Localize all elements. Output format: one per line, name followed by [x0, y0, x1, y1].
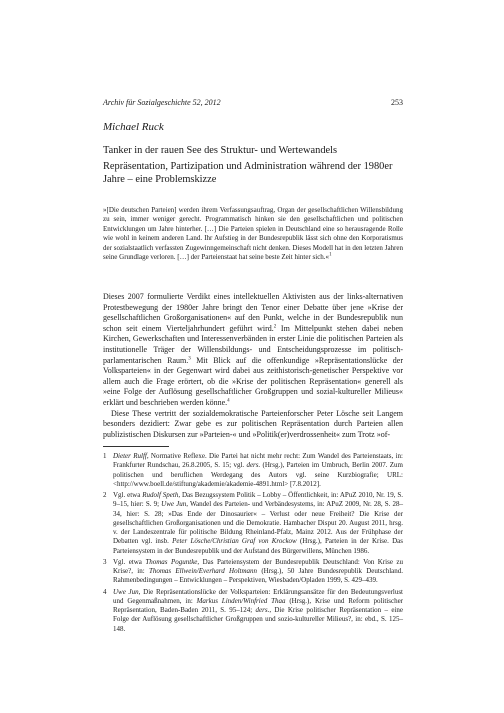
footnote-author: Markus Linden/Winfried Thaa	[196, 596, 286, 605]
footnote-text: , Die Repräsentationslücke der Volksparteien: Erklärungsansätze für den Bedeutungsverlust und Gegenmaßnahmen, in:	[113, 587, 403, 605]
body-paragraph: Diese These vertritt der sozialdemokratische Parteienforscher Peter Lösche seit Langem besonders dezidiert: Zwar gebe es zur politischen Repräsentation durch Parteien allen publizistischen Diskursen zur »Parteien-« und »Politik(er)verdrossenheit« zum Trotz »of-	[103, 408, 403, 439]
footnote-number: 1	[103, 452, 107, 460]
page-number: 253	[391, 98, 403, 107]
running-header	[103, 97, 403, 109]
footnote-ref[interactable]: 4	[227, 398, 230, 404]
footnote-author: Peter Lösche/Christian Graf von Krockow	[172, 537, 297, 546]
epigraph	[103, 206, 403, 262]
footnote-author: Uwe Jun	[161, 500, 187, 509]
article-subtitle: Repräsentation, Partizipation und Administration während der 1980er Jahre – eine Problemskizze	[103, 161, 393, 185]
footnote-author: Thomas Ellwein/Everhard Holtmann	[148, 567, 258, 576]
body-text: Dieses 2007 formulierte Verdikt eines intellektuellen Aktivisten aus der links-alternativen Protestbewegung der 1980er Jahre bringt den Tenor einer Debatte über jene »Krise der gesellschaftlichen Großorganisationen« auf den Punkt, welche in der Bundesrepublik nun schon seit einem Vierteljahrhundert geführt wird.	[103, 292, 403, 333]
footnote-author: ders.	[255, 606, 270, 615]
footnote-1	[103, 452, 403, 489]
body-paragraph	[103, 292, 403, 409]
footnote-text: (Hrsg.), Parteien in der Krise. Das Parteiensystem in der Bundesrepublik und der Aufstand des Bürgerwillens, München 1986.	[113, 537, 404, 555]
footnote-author: Rudolf Speth	[142, 490, 179, 499]
footnote-text: (Hrsg.), 50 Jahre Bundesrepublik Deutschland. Rahmenbedingungen – Entwicklungen – Perspektiven, Wiesbaden/Opladen 1999, S. 429–439.	[113, 567, 403, 585]
body-text: Mit Blick auf die offenkundige »Repräsentationslücke der Volksparteien« in der Gegenwart wird dabei aus zeithistorisch-genetischer Perspektive vor allem auch die Frage erörtert, ob die »Krise der politischen Repräsentation« generell als »eine Folge der Auflösung gesellschaftlicher Großgruppen und sozial-kultureller Milieus« erklärt und beschrieben werden könne.	[103, 355, 403, 407]
footnote-text: (Hrsg.), Krise und Reform politischer Repräsentation, Baden-Baden 2011, S. 95–124;	[113, 596, 404, 615]
footnote-text: Vgl. etwa	[113, 557, 146, 566]
footnote-text: (Hrsg.), Parteien im Umbruch, Berlin 2007. Zum politischen und beruflichen Werdegang des Autors vgl. seine Kurzbiografie; URL: <http://www.boell.de/stiftung/akademie/akademie-4891.html> [7.8.2012].	[113, 461, 403, 488]
footnote-separator	[103, 446, 169, 447]
footnote-text: , Die Krise politischer Repräsentation – eine Folge der Auflösung gesellschaftlicher Großgruppen und sozio-kultureller Milieus?, in: ebd., S. 125–148.	[113, 606, 403, 633]
footnote-2	[103, 491, 403, 556]
footnote-ref[interactable]: 3	[188, 355, 191, 361]
journal-title: Archiv für Sozialgeschichte 52, 2012	[103, 98, 221, 107]
footnotes	[103, 452, 403, 636]
footnote-author: Thomas Poguntke	[145, 557, 198, 566]
footnote-text: , Normative Reflexe. Die Partei hat nicht mehr recht: Zum Wandel des Parteienstaats, in: Frankfurter Rundschau, 26.8.2005, S. 15; vgl.	[113, 452, 403, 470]
footnote-text: , Das Parteiensystem der Bundesrepublik Deutschland: Von Krise zu Krise?, in:	[113, 557, 404, 576]
footnote-author: Dieter Rulff	[113, 452, 147, 460]
footnote-number: 3	[103, 557, 107, 566]
epigraph-footnote-ref[interactable]: 1	[329, 252, 332, 258]
footnote-number: 4	[103, 587, 107, 596]
body-text: Im Mittelpunkt stehen dabei neben Kirchen, Gewerkschaften und Interessenverbänden in erster Linie die politischen Parteien als institutionelle Träger der Willensbildungs- und Entscheidungsprozesse im politisch-parlamentarischen Raum.	[103, 323, 404, 365]
footnote-number: 2	[103, 490, 107, 499]
footnote-3	[103, 558, 403, 586]
article-title: Tanker in der rauen See des Struktur- und Wertewandels	[103, 145, 338, 156]
footnote-author: Uwe Jun	[113, 587, 139, 596]
footnote-text: Vgl. etwa	[113, 490, 143, 499]
footnote-text: , Wandel des Parteien- und Verbändesystems, in: APuZ 2009, Nr. 28, S. 28–34, hier: S. 28; »Das Ende der Dinosaurier« – Verlust oder neue Freiheit? Die Krise der gesellschaftlichen Großorganisationen und die Demokratie. Hambacher Disput 20. August 2011, hrsg. v. der Landeszentrale für politische Bildung Rheinland-Pfalz, Mainz 2012. Aus der Frühphase der Debatten vgl. insb.	[113, 500, 403, 546]
footnote-author: ders.	[246, 461, 261, 470]
epigraph-text: »[Die deutschen Parteien] werden ihrem Verfassungsauftrag, Organ der gesellschaftlichen Willensbildung zu sein, immer weniger gerecht. Programmatisch hinken sie den gesellschaftlichen und politischen Entwicklungen um Jahre hinterher. […] Die Parteien spielen in Deutschland eine so herausragende Rolle wie wohl in keinem anderen Land. Ihr Aufstieg in der Bundesrepublik lässt sich ohne den Korporatismus der sozialstaatlich verfassten Zugewinngemeinschaft nicht denken. Dieses Modell hat in den letzten Jahren seine Grundlage verloren. […] der Parteienstaat hat seine beste Zeit hinter sich.«	[103, 206, 403, 262]
article-author: Michael Ruck	[103, 121, 164, 133]
footnote-text: , Das Bezugssystem Politik – Lobby – Öffentlichkeit, in: APuZ 2010, Nr. 19, S. 9–15, hier: S. 9;	[113, 490, 403, 509]
article-body	[103, 292, 403, 440]
footnote-4	[103, 588, 403, 634]
footnote-ref[interactable]: 2	[273, 324, 277, 330]
